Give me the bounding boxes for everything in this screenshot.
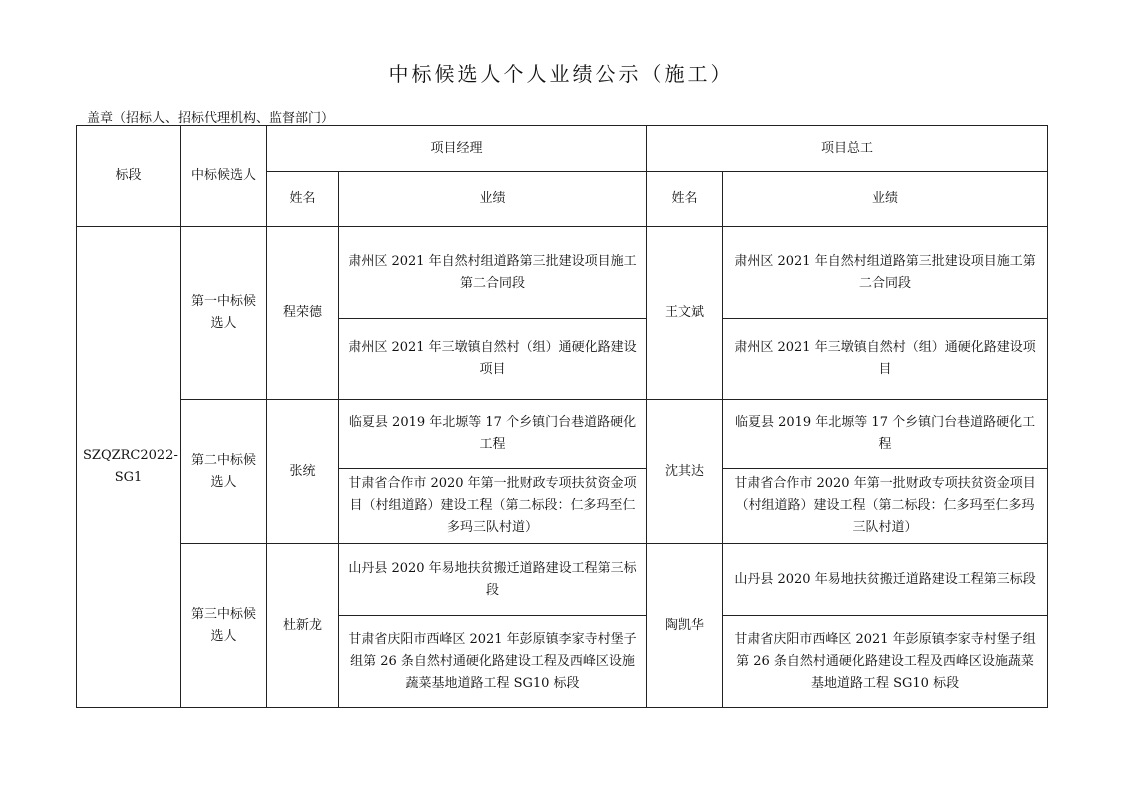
pm-name: 程荣德 xyxy=(267,227,339,400)
section-code: SZQZRC2022-SG1 xyxy=(77,227,181,708)
te-name: 沈其达 xyxy=(647,400,723,544)
header-te-name: 姓名 xyxy=(647,172,723,227)
document-title: 中标候选人个人业绩公示（施工） xyxy=(388,62,734,86)
pm-performance: 临夏县 2019 年北塬等 17 个乡镇门台巷道路硬化工程 xyxy=(339,400,647,469)
performance-table xyxy=(76,125,1048,708)
header-te-performance: 业绩 xyxy=(723,172,1048,227)
te-name: 陶凯华 xyxy=(647,544,723,708)
header-section: 标段 xyxy=(77,126,181,227)
header-row-group xyxy=(77,126,1048,172)
candidate-rank: 第二中标候选人 xyxy=(181,400,267,544)
table-row xyxy=(77,544,1048,616)
pm-name: 杜新龙 xyxy=(267,544,339,708)
header-pm-performance: 业绩 xyxy=(339,172,647,227)
te-performance: 肃州区 2021 年自然村组道路第三批建设项目施工第二合同段 xyxy=(723,227,1048,319)
header-pm-name: 姓名 xyxy=(267,172,339,227)
stamp-note: 盖章（招标人、招标代理机构、监督部门） xyxy=(87,111,335,126)
table-row xyxy=(77,227,1048,319)
te-name: 王文斌 xyxy=(647,227,723,400)
pm-performance: 肃州区 2021 年自然村组道路第三批建设项目施工第二合同段 xyxy=(339,227,647,319)
header-technical-engineer: 项目总工 xyxy=(647,126,1048,172)
pm-performance: 山丹县 2020 年易地扶贫搬迁道路建设工程第三标段 xyxy=(339,544,647,616)
candidate-rank: 第一中标候选人 xyxy=(181,227,267,400)
te-performance: 临夏县 2019 年北塬等 17 个乡镇门台巷道路硬化工程 xyxy=(723,400,1048,469)
candidate-rank: 第三中标候选人 xyxy=(181,544,267,708)
te-performance: 甘肃省庆阳市西峰区 2021 年彭原镇李家寺村堡子组第 26 条自然村通硬化路建设工程及西峰区设施蔬菜基地道路工程 SG10 标段 xyxy=(723,616,1048,708)
header-project-manager: 项目经理 xyxy=(267,126,647,172)
pm-performance: 甘肃省庆阳市西峰区 2021 年彭原镇李家寺村堡子组第 26 条自然村通硬化路建设工程及西峰区设施蔬菜基地道路工程 SG10 标段 xyxy=(339,616,647,708)
header-candidate: 中标候选人 xyxy=(181,126,267,227)
table-row xyxy=(77,400,1048,469)
te-performance: 肃州区 2021 年三墩镇自然村（组）通硬化路建设项目 xyxy=(723,319,1048,400)
pm-performance: 肃州区 2021 年三墩镇自然村（组）通硬化路建设项目 xyxy=(339,319,647,400)
te-performance: 甘肃省合作市 2020 年第一批财政专项扶贫资金项目（村组道路）建设工程（第二标段：仁多玛至仁多玛三队村道） xyxy=(723,469,1048,544)
te-performance: 山丹县 2020 年易地扶贫搬迁道路建设工程第三标段 xyxy=(723,544,1048,616)
pm-performance: 甘肃省合作市 2020 年第一批财政专项扶贫资金项目（村组道路）建设工程（第二标段：仁多玛至仁多玛三队村道） xyxy=(339,469,647,544)
pm-name: 张统 xyxy=(267,400,339,544)
